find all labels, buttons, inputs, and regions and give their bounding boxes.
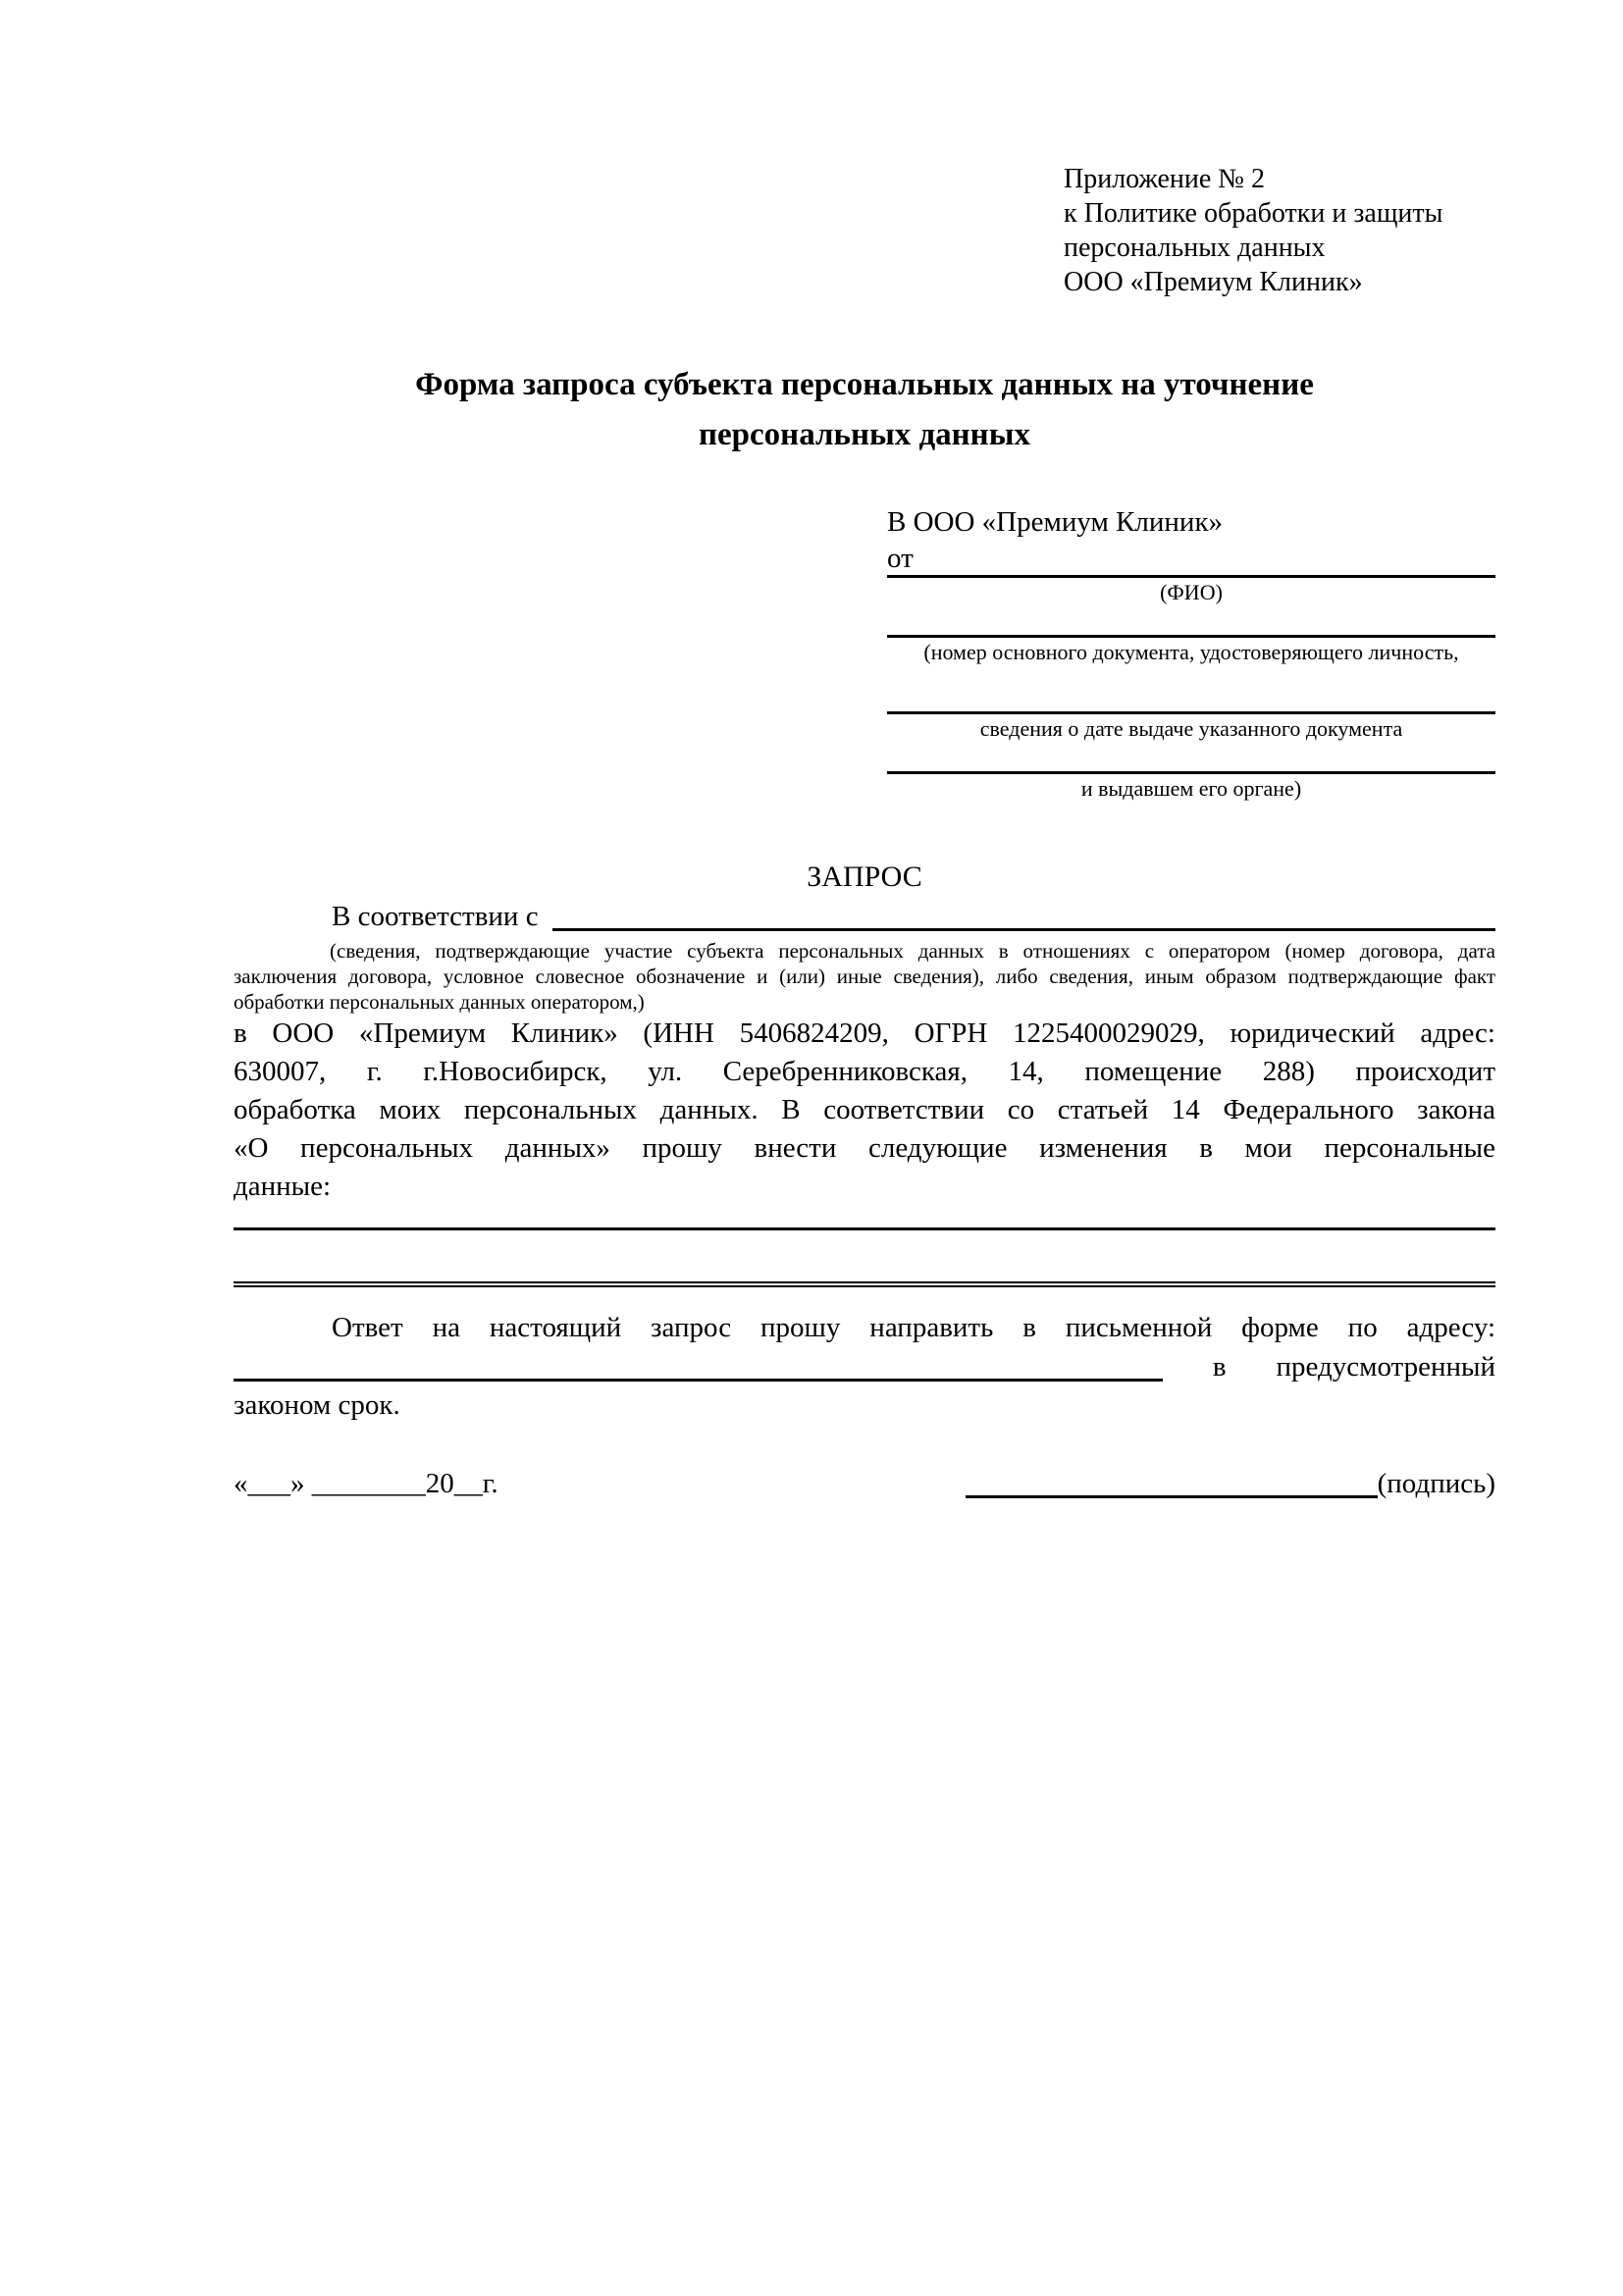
addressee-from-label: от [887,543,914,574]
intro-lead: В соответствии с [332,901,539,932]
reply-word: предусмотренный [1276,1351,1495,1383]
issuing-authority-field [887,771,1495,804]
signature-caption: (подпись) [1377,1468,1495,1499]
issue-date-field [887,711,1495,744]
appendix-line: к Политике обработки и защиты [1064,198,1443,229]
appendix-line: Приложение № 2 [1064,164,1265,194]
issue-date-caption: сведения о дате выдаче указанного документа [979,716,1403,741]
issuing-authority-caption: и выдавшем его органе) [1080,776,1302,801]
document-title [234,360,1495,460]
footnote-line: обработки персональных данных оператором,) [234,990,645,1014]
request-heading: ЗАПРОС [807,861,922,893]
body-line: данные: [234,1171,332,1202]
reply-closing-line: законом срок. [234,1389,400,1421]
footnote-block [234,938,1495,1015]
fio-field [887,575,1495,607]
reply-word: в [1212,1351,1227,1383]
id-document-caption: (номер основного документа, удостоверяющего личность, [923,640,1459,664]
changes-blank-line-2 [234,1281,1495,1287]
body-line: «О персональных данных» прошу внести следующие изменения в мои персональные [234,1132,1495,1164]
addressee-to: В ООО «Премиум Клиник» [887,506,1224,538]
reply-paragraph-line: Ответ на настоящий запрос прошу направить в письменной форме по адресу: [332,1312,1495,1343]
appendix-line: ООО «Премиум Клиник» [1064,267,1363,297]
body-line: обработка моих персональных данных. В соответствии со статьей 14 Федерального закона [234,1094,1495,1125]
date-blank-field: «___» ________20__г. [234,1468,498,1499]
intro-line [234,897,1495,936]
document-title-line: персональных данных [699,417,1030,452]
appendix-block [1064,162,1495,299]
appendix-line: персональных данных [1064,233,1326,263]
id-document-field [887,635,1495,667]
fio-caption: (ФИО) [1160,580,1223,604]
body-line: 630007, г. г.Новосибирск, ул. Серебренниковская, 14, помещение 288) происходит [234,1056,1495,1087]
address-blank-line [234,1347,1163,1382]
signature-blank-line [966,1464,1378,1498]
intro-blank-line [552,897,1495,931]
body-paragraph [234,1015,1495,1206]
document-title-line: Форма запроса субъекта персональных данных на уточнение [415,367,1314,402]
addressee-block [887,501,1495,804]
signature-group [966,1464,1495,1503]
date-signature-row [234,1464,1495,1503]
footnote-line: (сведения, подтверждающие участие субъекта персональных данных в отношениях с оператором (номер договора, дата [330,939,1495,963]
body-line: в ООО «Премиум Клиник» (ИНН 5406824209, ОГРН 1225400029029, юридический адрес: [234,1018,1495,1049]
reply-address-line [234,1347,1495,1386]
footnote-line: заключения договора, условное словесное обозначение и (или) иные сведения), либо сведения, иным образом подтверждающие факт [234,965,1495,988]
changes-blank-line-1 [234,1227,1495,1230]
